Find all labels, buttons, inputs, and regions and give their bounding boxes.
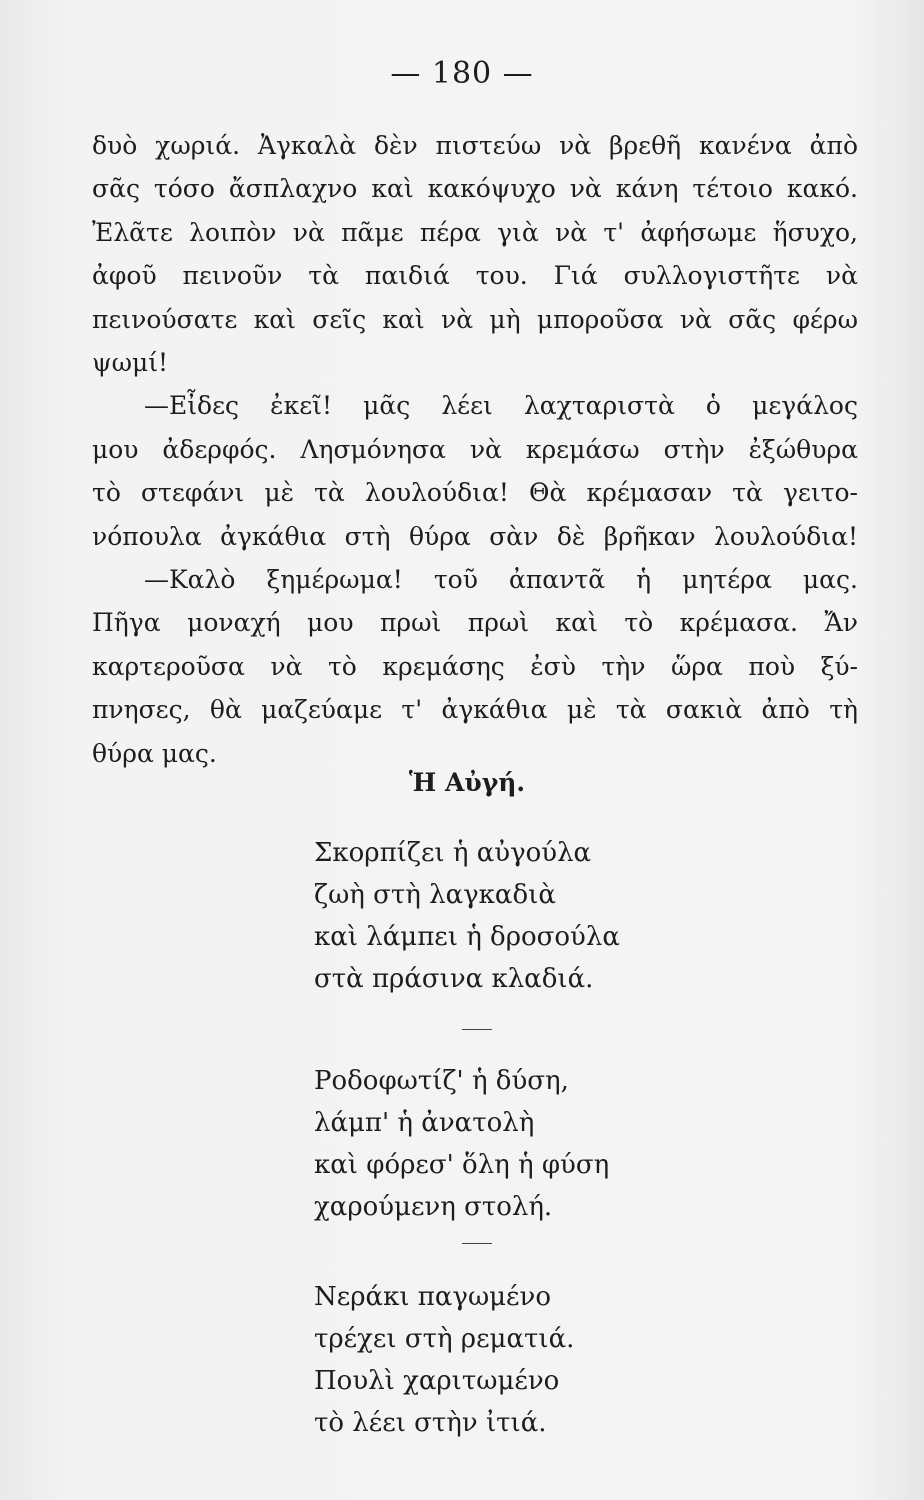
verse-line: Σκορπίζει ἡ αὐγούλα <box>314 838 592 868</box>
verse-line: καὶ λάμπει ἡ δροσούλα <box>314 922 620 952</box>
verse-line: χαρούμενη στολή. <box>314 1192 553 1222</box>
verse-line: ζωὴ στὴ λαγκαδιὰ <box>314 880 556 910</box>
verse-line: Ροδοφωτίζ' ἡ δύση, <box>314 1066 569 1096</box>
text-line: Πῆγα μοναχή μου πρωὶ πρωὶ καὶ τὸ κρέμασα. Ἄν <box>92 608 858 638</box>
verse-line: τρέχει στὴ ρεματιά. <box>314 1324 575 1354</box>
text-line: Ἐλᾶτε λοιπὸν νὰ πᾶμε πέρα γιὰ νὰ τ' ἀφήσωμε ἥσυχο, <box>92 217 858 247</box>
verse-line: λάμπ' ἡ ἀνατολὴ <box>314 1108 535 1138</box>
poem-stanza <box>314 1060 734 1228</box>
poem-stanza <box>314 1276 734 1444</box>
text-line: πνησες, θὰ μαζεύαμε τ' ἀγκάθια μὲ τὰ σακιὰ ἀπὸ τὴ <box>92 695 858 725</box>
text-line: νόπουλα ἀγκάθια στὴ θύρα σὰν δὲ βρῆκαν λουλούδια! <box>92 521 858 551</box>
verse-line: καὶ φόρεσ' ὅλη ἡ φύση <box>314 1150 610 1180</box>
page-number: — 180 — <box>390 56 534 91</box>
text-line: μου ἀδερφός. Λησμόνησα νὰ κρεμάσω στὴν ἐξώθυρα <box>92 434 858 464</box>
verse-line: Πουλὶ χαριτωμένο <box>314 1366 560 1396</box>
text-line: καρτεροῦσα νὰ τὸ κρεμάσης ἐσὺ τὴν ὥρα ποὺ ξύ- <box>92 651 858 681</box>
stanza-divider <box>462 1029 492 1030</box>
text-line: τὸ στεφάνι μὲ τὰ λουλούδια! Θὰ κρέμασαν τὰ γειτο- <box>92 478 858 508</box>
verse-line: τὸ λέει στὴν ἰτιά. <box>314 1408 547 1438</box>
text-line: —Εἶδες ἐκεῖ! μᾶς λέει λαχταριστὰ ὁ μεγάλος <box>144 391 858 421</box>
text-line: ψωμί! <box>92 348 169 378</box>
text-line: πεινούσατε καὶ σεῖς καὶ νὰ μὴ μποροῦσα νὰ σᾶς φέρω <box>92 304 858 334</box>
verse-line: στὰ πράσινα κλαδιά. <box>314 964 594 994</box>
poem-title: Ἡ Αὐγή. <box>408 768 526 797</box>
prose-text <box>92 124 858 775</box>
text-line: δυὸ χωριά. Ἀγκαλὰ δὲν πιστεύω νὰ βρεθῆ κανένα ἀπὸ <box>92 131 858 160</box>
text-line: σᾶς τόσο ἄσπλαχνο καὶ κακόψυχο νὰ κάνη τέτοιο κακό. <box>92 174 858 204</box>
poem-stanza <box>314 832 734 1000</box>
verse-line: Νεράκι παγωμένο <box>314 1282 551 1312</box>
text-line: —Καλὸ ξημέρωμα! τοῦ ἀπαντᾶ ἡ μητέρα μας. <box>144 565 858 595</box>
text-line: θύρα μας. <box>92 738 217 768</box>
text-line: ἀφοῦ πεινοῦν τὰ παιδιά του. Γιά συλλογιστῆτε νὰ <box>92 261 858 291</box>
stanza-divider <box>462 1243 492 1244</box>
